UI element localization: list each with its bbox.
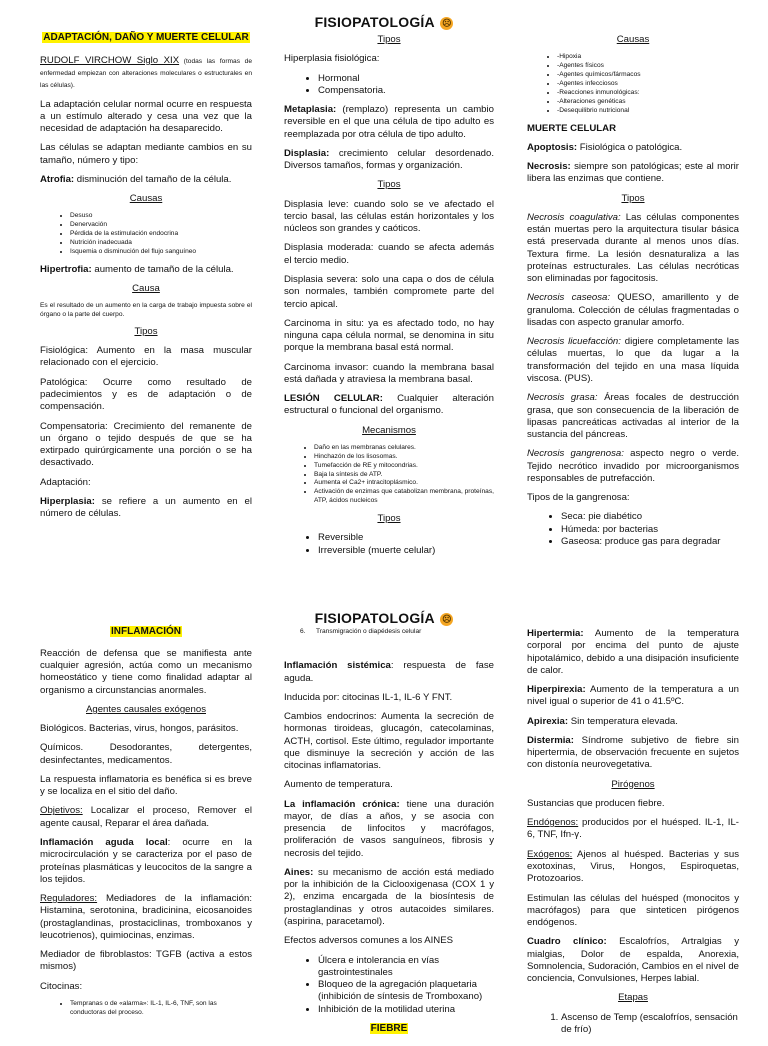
list-item: • Baja la síntesis de ATP. bbox=[314, 471, 494, 480]
paragraph: Cambios endocrinos: Aumenta la secreción de hormonas tiroideas, glucagón, catecolaminas, ACTH, cortisol. Este último, regulador importante que disminuye la secreción y acción de las citocinas inflamatorias. bbox=[284, 711, 494, 772]
gangrenosa-definition: Necrosis gangrenosa: aspecto negro o verde. Tejido necrótico invadido por microorganismos responsables de putrefacción. bbox=[527, 448, 739, 484]
subheading: Agentes causales exógenos bbox=[85, 703, 206, 715]
paragraph: Las células se adaptan mediante cambios en su tamaño, número y tipo: bbox=[40, 142, 252, 166]
list-item: • Aumenta el Ca2+ intracitoplásmico. bbox=[314, 479, 494, 488]
list-item: • Bloqueo de la agregación plaquetaria (inhibición de síntesis de Tromboxano) bbox=[318, 979, 494, 1004]
subheading: Tipos bbox=[621, 192, 645, 204]
list-item: • Denervación bbox=[70, 221, 252, 230]
caseosa-definition: Necrosis caseosa: QUESO, amarillento y de granuloma. Colección de células fragmentadas o lisadas con aspecto granular amorfo. bbox=[527, 292, 739, 328]
atrofia-definition: Atrofia: disminución del tamaño de la célula. bbox=[40, 173, 232, 185]
lesion-definition: LESIÓN CELULAR: Cualquier alteración estructural o funcional del organismo. bbox=[284, 393, 494, 417]
column-2 bbox=[284, 628, 494, 1046]
sistemica-paragraph: Inflamación sistémica: respuesta de fase aguda. bbox=[284, 660, 494, 684]
subheading: Pirógenos bbox=[611, 778, 655, 790]
cuadro-paragraph: Cuadro clínico: Escalofríos, Artralgias y mialgias, Dolor de espalda, Anorexia, Somnolencia, Sudoración, Cambios en el nivel de conciencia, Convulsiones, Herpes labial. bbox=[527, 936, 740, 985]
list-item: • Inhibición de la motilidad uterina bbox=[318, 1004, 494, 1016]
list-item: • Gaseosa: produce gas para degradar bbox=[561, 536, 739, 548]
list-item: • Tempranas o de «alarma»: IL-1, IL-6, TNF, son las conductoras del proceso. bbox=[70, 1000, 252, 1018]
list-item: • Compensatoria. bbox=[318, 85, 494, 97]
cronica-paragraph: La inflamación crónica: tiene una duración mayor, de días a años, y se asocia con presencia de linfocitos y macrófagos, proliferación de vasos sanguíneos, fibrosis y necrosis del tejido. bbox=[284, 798, 494, 859]
list-item: • -Agentes químicos/fármacos bbox=[557, 71, 739, 80]
paragraph: Displasia severa: solo una capa o dos de célula son normales, también compromete parte del tercio apical. bbox=[284, 273, 494, 310]
hiperplasia-list bbox=[284, 73, 494, 98]
grasa-definition: Necrosis grasa: Áreas focales de destrucción grasa, que son consecuencia de la liberación de lipasas pancreáticas activadas al interior de la sustancia del páncreas. bbox=[527, 392, 739, 441]
aguda-paragraph: Inflamación aguda local: ocurre en la microcirculación y se caracteriza por el paso de proteínas plasmáticas y leucocitos de la sangre a los tejidos. bbox=[40, 836, 252, 885]
apirexia-definition: Apirexia: Sin temperatura elevada. bbox=[527, 715, 678, 727]
subheading: Tipos bbox=[377, 513, 401, 525]
section-heading: MUERTE CELULAR bbox=[527, 122, 617, 134]
subheading: Mecanismos bbox=[362, 424, 416, 436]
page-2 bbox=[0, 604, 768, 1035]
page-title: FISIOPATOLOGÍA ☹ bbox=[314, 610, 452, 626]
efectos-list bbox=[284, 955, 494, 1016]
paragraph: Citocinas: bbox=[40, 980, 83, 992]
causas-list bbox=[40, 212, 252, 256]
subheading: Causas bbox=[616, 34, 650, 45]
page-title: FISIOPATOLOGÍA ☹ bbox=[314, 14, 452, 30]
list-item: • Desuso bbox=[70, 212, 252, 221]
distermia-definition: Distermia: Síndrome subjetivo de fiebre sin hipertermia, de observación frecuente en sujetos con distonía neurovegetativa. bbox=[527, 734, 739, 771]
causas-list bbox=[527, 53, 739, 115]
list-item: • Hinchazón de los lisosomas. bbox=[314, 453, 494, 462]
list-item: • -Desequilibrio nutricional bbox=[557, 107, 739, 116]
paragraph: Displasia leve: cuando solo se ve afectado el tercio basal, las células están horizontales y los núcleos son grandes y caóticos. bbox=[284, 198, 494, 235]
list-item: • Irreversible (muerte celular) bbox=[318, 545, 494, 557]
hiperplasia-definition: Hiperplasia: se refiere a un aumento en el número de células. bbox=[40, 495, 252, 520]
section-title: FIEBRE bbox=[370, 1022, 408, 1034]
mecanismos-list bbox=[284, 444, 494, 506]
list-item: • -Reacciones inmunológicas: bbox=[557, 89, 739, 98]
subheading: Tipos bbox=[377, 179, 401, 191]
gangrenosa-list bbox=[527, 511, 739, 548]
licuefaccion-definition: Necrosis licuefacción: digiere completamente las células muertas, lo que da lugar a la transformación del tejido en una masa líquida viscosa. (PUS). bbox=[527, 336, 739, 385]
column-3 bbox=[527, 628, 739, 1043]
citocinas-list bbox=[40, 1000, 252, 1018]
paragraph: Estimulan las células del huésped (monocitos y macrófagos) para que sinteticen pirógenos endógenos. bbox=[527, 892, 739, 929]
paragraph: Compensatoria: Crecimiento del remanente de un órgano o tejido después de que se ha extirpado quirúrgicamente una porción o se ha desactivado. bbox=[40, 420, 252, 469]
list-item: • -Agentes físicos bbox=[557, 62, 739, 71]
list-item: • Nutrición inadecuada bbox=[70, 239, 252, 248]
reguladores-paragraph: Reguladores: Mediadores de la inflamación: Histamina, serotonina, bradicinina, eicosanoides (prostaglandinas, prostaciclinas, tromboxanos y leucotrienos), quimiocinas, enzimas. bbox=[40, 893, 252, 941]
sad-face-icon: ☹ bbox=[442, 613, 452, 624]
numbered-item: 6. Transmigración o diapédesis celular bbox=[300, 628, 422, 635]
list-item: • Activación de enzimas que catabolizan membrana, proteínas, ATP, ácidos nucleicos bbox=[314, 488, 494, 506]
displasia-definition: Displasia: crecimiento celular desordenado. Diversos tamaños, formas y organización. bbox=[284, 147, 494, 172]
sad-face-icon: ☹ bbox=[442, 17, 452, 28]
subheading: Tipos bbox=[377, 34, 401, 45]
subheading: Tipos bbox=[134, 325, 158, 337]
subheading: Etapas bbox=[618, 992, 648, 1004]
paragraph: Mediador de fibroblastos: TGFB (activa a estos mismos) bbox=[40, 949, 252, 973]
paragraph: Carcinoma invasor: cuando la membrana basal está dañada y atraviesa la membrana basal. bbox=[284, 361, 494, 385]
list-item: • -Alteraciones genéticas bbox=[557, 98, 739, 107]
paragraph: Patológica: Ocurre como resultado de padecimientos y es de adaptación o de compensación. bbox=[40, 376, 252, 413]
column-2 bbox=[284, 32, 494, 564]
metaplasia-definition: Metaplasia: (remplazo) representa un cambio reversible en el que una célula de tipo adulto es reemplazada por otra célula de tipo adulto. bbox=[284, 104, 494, 140]
paragraph: La respuesta inflamatoria es benéfica si es breve y se localiza en el sitio del daño. bbox=[40, 773, 252, 798]
paragraph: Reacción de defensa que se manifiesta ante cualquier agresión, actúa como un mecanismo homeostático y tiene como finalidad adaptar al organismo a circunstancias anormales. bbox=[40, 647, 252, 696]
subheading: Causa bbox=[132, 283, 160, 295]
column-1 bbox=[40, 626, 252, 1025]
list-item: • Daño en las membranas celulares. bbox=[314, 444, 494, 453]
list-item: • Húmeda: por bacterias bbox=[561, 524, 739, 536]
column-3 bbox=[527, 32, 739, 555]
paragraph: Hiperplasia fisiológica: bbox=[284, 53, 380, 65]
list-item: • -Agentes infecciosos bbox=[557, 80, 739, 89]
exogenos-paragraph: Exógenos: Ajenos al huésped. Bacterias y sus exotoxinas, Virus, Hongos, Espiroquetas, Protozoarios. bbox=[527, 848, 739, 885]
paragraph: Adaptación: bbox=[40, 476, 91, 488]
apoptosis-definition: Apoptosis: Fisiológica o patológica. bbox=[527, 141, 683, 153]
hipertrofia-definition: Hipertrofia: aumento de tamaño de la célula. bbox=[40, 263, 234, 275]
paragraph: Es el resultado de un aumento en la carga de trabajo impuesta sobre el órgano o la parte del cuerpo. bbox=[40, 302, 252, 318]
column-1 bbox=[40, 32, 252, 527]
paragraph: Displasia moderada: cuando se afecta además el tercio medio. bbox=[284, 242, 494, 266]
paragraph: Fisiológica: Aumento en la masa muscular relacionado con el ejercicio. bbox=[40, 345, 252, 369]
necrosis-definition: Necrosis: siempre son patológicas; este al morir libera las enzimas que contiene. bbox=[527, 161, 739, 185]
list-item: • Seca: pie diabético bbox=[561, 511, 739, 523]
objetivos-paragraph: Objetivos: Localizar el proceso, Remover el agente causal, Reparar el área dañada. bbox=[40, 805, 252, 829]
subheading: Causas bbox=[129, 193, 163, 205]
list-item: • Reversible bbox=[318, 532, 494, 544]
virchow-paragraph: RUDOLF VIRCHOW Siglo XIX (todas las formas de enfermedad empiezan con alteraciones moleculares o estructurales en las células). bbox=[40, 54, 252, 90]
etapas-list bbox=[527, 1012, 739, 1037]
paragraph: Efectos adversos comunes a los AINES bbox=[284, 935, 454, 947]
list-item: • -Hipoxia bbox=[557, 53, 739, 62]
list-item: • Isquemia o disminución del flujo sanguíneo bbox=[70, 248, 252, 257]
section-title: ADAPTACIÓN, DAÑO Y MUERTE CELULAR bbox=[43, 32, 249, 43]
paragraph: Carcinoma in situ: ya es afectado todo, no hay ninguna capa célula normal, se denomina in situ porque la membrana basal está normal. bbox=[284, 317, 494, 354]
paragraph: Químicos. Desodorantes, detergentes, desinfectantes, medicamentos. bbox=[40, 742, 252, 766]
list-item: • Pérdida de la estimulación endocrina bbox=[70, 230, 252, 239]
paragraph: Inducida por: citocinas IL-1, IL-6 Y FNT. bbox=[284, 691, 453, 703]
list-item: • Tumefacción de RE y mitocondrias. bbox=[314, 462, 494, 471]
tipos-lesion-list bbox=[284, 532, 494, 557]
paragraph: Sustancias que producen fiebre. bbox=[527, 797, 665, 809]
hipertermia-definition: Hipertermia: Aumento de la temperatura corporal por encima del punto de ajuste hipotalámico, debido a una disipación insuficiente de calor. bbox=[527, 628, 739, 676]
section-title: INFLAMACIÓN bbox=[111, 626, 181, 637]
coagulativa-definition: Necrosis coagulativa: Las células componentes están muertas pero la arquitectura tisular básica está preservada durante al menos unos días. Textura firme. La lesión desnaturaliza a las proteínas estructurales. Las células necróticas son eliminadas por fagocitosis. bbox=[527, 211, 739, 285]
endogenos-paragraph: Endógenos: producidos por el huésped. IL-1, IL-6, TNF, Ifn-γ. bbox=[527, 817, 739, 841]
aines-paragraph: Aines: su mecanismo de acción está mediado por la inhibición de la Ciclooxigenasa (COX 1 y 2), enzima encargada de la biosíntesis de prostaglandinas y otros autacoides similares. (aspirina, paracetamol). bbox=[284, 866, 494, 928]
list-item: • Úlcera e intolerancia en vías gastrointestinales bbox=[318, 955, 494, 980]
paragraph: Tipos de la gangrenosa: bbox=[527, 492, 630, 504]
list-item: • Hormonal bbox=[318, 73, 494, 85]
paragraph: Biológicos. Bacterias, virus, hongos, parásitos. bbox=[40, 723, 239, 735]
paragraph: Aumento de temperatura. bbox=[284, 779, 393, 791]
paragraph: La adaptación celular normal ocurre en respuesta a un estímulo alterado y cesa una vez que la necesidad de adaptación ha desaparecido. bbox=[40, 98, 252, 135]
list-item: 1. Ascenso de Temp (escalofríos, sensación de frío) bbox=[561, 1012, 739, 1037]
hiperpirexia-definition: Hiperpirexia: Aumento de la temperatura a un nivel igual o superior de 41 o 41.5ºC. bbox=[527, 684, 739, 708]
